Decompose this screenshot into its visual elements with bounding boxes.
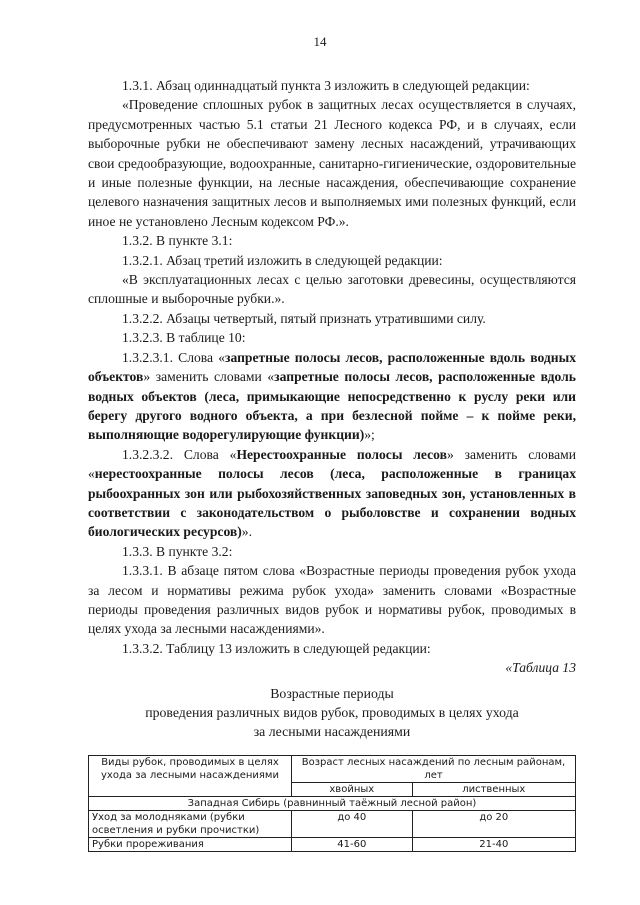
row-coniferous: 41-60 xyxy=(292,837,413,851)
header-deciduous: лиственных xyxy=(412,782,575,796)
row-deciduous: до 20 xyxy=(412,810,575,837)
table-region-row xyxy=(89,796,576,810)
table-reference: «Таблица 13 xyxy=(505,660,576,676)
page-number: 14 xyxy=(313,34,327,49)
document-body xyxy=(88,76,576,852)
paragraph-1-3-2-1: 1.3.2.1. Абзац третий изложить в следующей редакции: xyxy=(122,252,443,268)
paragraph-1-3-3-1: 1.3.3.1. В абзаце пятом слова «Возрастные периоды проведения рубок ухода за лесом и нормативы режима рубок ухода» заменить словами «Возрастные периоды проведения различных видов рубок и нормативы рубок, проводимых в целях ухода за лесными насаждениями». xyxy=(88,563,576,637)
paragraph-quote-2: «В эксплуатационных лесах с целью заготовки древесины, осуществляются сплошные и выборочные рубки.». xyxy=(88,272,576,307)
paragraph-1-3-2: 1.3.2. В пункте 3.1: xyxy=(122,233,233,249)
paragraph-quote-1: «Проведение сплошных рубок в защитных лесах осуществляется в случаях, предусмотренных частью 5.1 статьи 21 Лесного кодекса РФ, и в случаях, если выборочные рубки не обеспечивают замену лесных насаждений, утрачивающих свои средообразующие, водоохранные, санитарно-гигиенические, оздоровительные и иные полезные функции, на лесные насаждения, обеспечивающие сохранение целевого назначения защитных лесов и выполняемых ими полезных функций, если иное не установлено Лесным кодексом РФ.». xyxy=(88,97,576,229)
table-header-row xyxy=(89,755,576,782)
paragraph-1-3-3: 1.3.3. В пункте 3.2: xyxy=(122,543,233,559)
paragraph-1-3-1: 1.3.1. Абзац одиннадцатый пункта 3 изложить в следующей редакции: xyxy=(122,78,530,93)
paragraph-1-3-2-2: 1.3.2.2. Абзацы четвертый, пятый признать утратившими силу. xyxy=(122,310,486,326)
header-age: Возраст лесных насаждений по лесным районам, лет xyxy=(292,755,576,782)
header-cutting-type: Виды рубок, проводимых в целях ухода за лесными насаждениями xyxy=(89,755,292,796)
table-row xyxy=(89,810,576,837)
age-periods-table xyxy=(88,755,576,852)
table-row xyxy=(89,837,576,851)
region-cell: Западная Сибирь (равнинный таёжный лесной район) xyxy=(89,796,576,810)
paragraph-1-3-3-2: 1.3.3.2. Таблицу 13 изложить в следующей редакции: xyxy=(122,640,431,656)
row-name: Рубки прореживания xyxy=(89,837,292,851)
row-coniferous: до 40 xyxy=(292,810,413,837)
row-deciduous: 21-40 xyxy=(412,837,575,851)
paragraph-1-3-2-3: 1.3.2.3. В таблице 10: xyxy=(122,330,246,346)
row-name: Уход за молодняками (рубки осветления и рубки прочистки) xyxy=(89,810,292,837)
header-coniferous: хвойных xyxy=(292,782,413,796)
table-caption: Возрастные периоды проведения различных видов рубок, проводимых в целях ухода за лесными насаждениями xyxy=(145,685,519,739)
paragraph-1-3-2-3-1: 1.3.2.3.1. Слова «запретные полосы лесов, расположенные вдоль водных объектов» заменить словами «запретные полосы лесов, расположенные вдоль водных объектов (леса, примыкающие непосредственно к руслу реки или берегу другого водного объекта, а при безлесной пойме – к пойме реки, выполняющие водорегулирующие функции)»; xyxy=(88,349,577,443)
paragraph-1-3-2-3-2: 1.3.2.3.2. Слова «Нерестоохранные полосы лесов» заменить словами «нерестоохранные полосы лесов (леса, расположенные в границах рыбоохранных зон или рыбохозяйственных заповедных зон, установленных в соответствии с законодательством о рыболовстве и сохранении водных биологических ресурсов)». xyxy=(88,446,576,540)
